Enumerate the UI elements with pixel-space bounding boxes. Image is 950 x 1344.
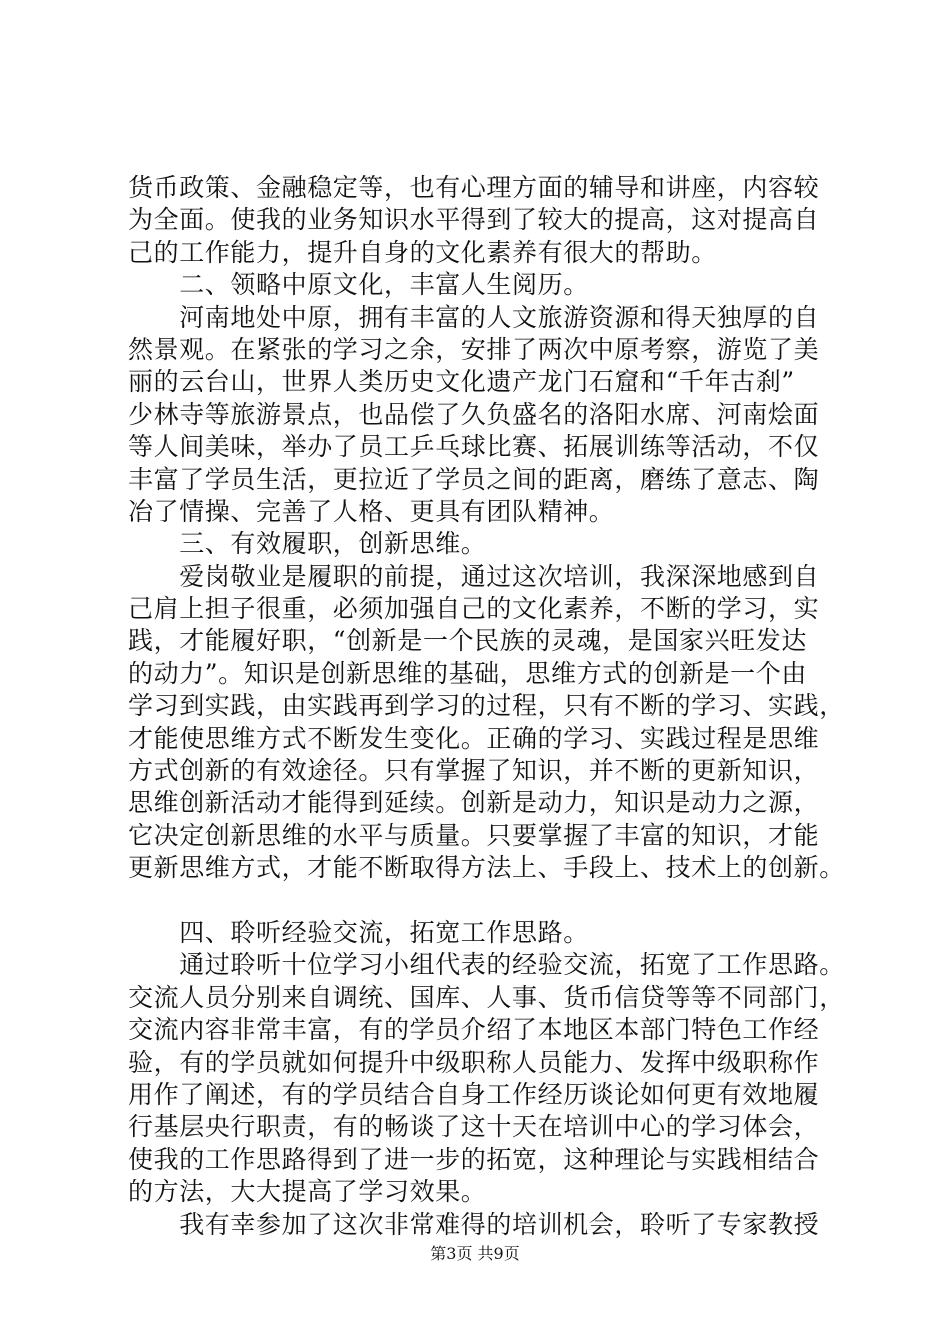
text-line: 等人间美味，举办了员工乒乓球比赛、拓展训练等活动，不仅 [128,432,820,462]
text-line: 践，才能履好职，“创新是一个民族的灵魂，是国家兴旺发达 [128,626,807,656]
text-line: 河南地处中原，拥有丰富的人文旅游资源和得天独厚的自 [128,302,820,332]
blank-line [128,885,848,917]
text-line: 己肩上担子很重，必须加强自己的文化素养，不断的学习，实 [128,594,820,624]
text-line: 它决定创新思维的水平与质量。只要掌握了丰富的知识，才能 [128,820,820,850]
text-line: 丰富了学员生活，更拉近了学员之间的距离，磨练了意志、陶 [128,464,820,494]
text-line: 四、聆听经验交流，拓宽工作思路。 [128,917,589,947]
text-line: 通过聆听十位学习小组代表的经验交流，拓宽了工作思路。 [128,950,845,980]
text-line: 行基层央行职责，有的畅谈了这十天在培训中心的学习体会， [128,1112,820,1142]
text-line: 用作了阐述，有的学员结合自身工作经历谈论如何更有效地履 [128,1079,820,1109]
text-line: 冶了情操、完善了人格、更具有团队精神。 [128,496,615,526]
text-line: 验，有的学员就如何提升中级职称人员能力、发挥中级职称作 [128,1047,820,1077]
document-body [128,172,848,1241]
text-line: 货币政策、金融稳定等，也有心理方面的辅导和讲座，内容较 [128,173,820,202]
text-line: 交流内容非常丰富，有的学员介绍了本地区本部门特色工作经 [128,1015,820,1045]
text-line: 少林寺等旅游景点，也品偿了久负盛名的洛阳水席、河南烩面 [128,399,820,429]
text-line: 思维创新活动才能得到延续。创新是动力，知识是动力之源， [128,788,820,818]
text-line: 的方法，大大提高了学习效果。 [128,1177,487,1207]
text-line: 二、领略中原文化，丰富人生阅历。 [128,270,589,300]
text-line: 才能使思维方式不断发生变化。正确的学习、实践过程是思维 [128,723,820,753]
text-line: 三、有效履职，创新思维。 [128,529,487,559]
text-line: 我有幸参加了这次非常难得的培训机会，聆听了专家教授 [128,1209,820,1239]
text-line: 的动力”。知识是创新思维的基础，思维方式的创新是一个由 [128,658,807,688]
text-line: 丽的云台山，世界人类历史文化遗产龙门石窟和“千年古刹” [128,367,795,397]
text-line: 为全面。使我的业务知识水平得到了较大的提高，这对提高自 [128,205,820,235]
text-line: 使我的工作思路得到了进一步的拓宽，这种理论与实践相结合 [128,1144,820,1174]
text-line: 学习到实践，由实践再到学习的过程，只有不断的学习、实践， [128,691,845,721]
text-line: 己的工作能力，提升自身的文化素养有很大的帮助。 [128,237,717,267]
text-line: 爱岗敬业是履职的前提，通过这次培训，我深深地感到自 [128,561,820,591]
text-line: 方式创新的有效途径。只有掌握了知识，并不断的更新知识， [128,756,820,786]
text-line: 交流人员分别来自调统、国库、人事、货币信贷等等不同部门， [128,982,845,1012]
text-line: 更新思维方式，才能不断取得方法上、手段上、技术上的创新。 [128,853,845,883]
page-footer: 第3页 共9页 [430,1244,520,1263]
text-line: 然景观。在紧张的学习之余，安排了两次中原考察，游览了美 [128,334,820,364]
